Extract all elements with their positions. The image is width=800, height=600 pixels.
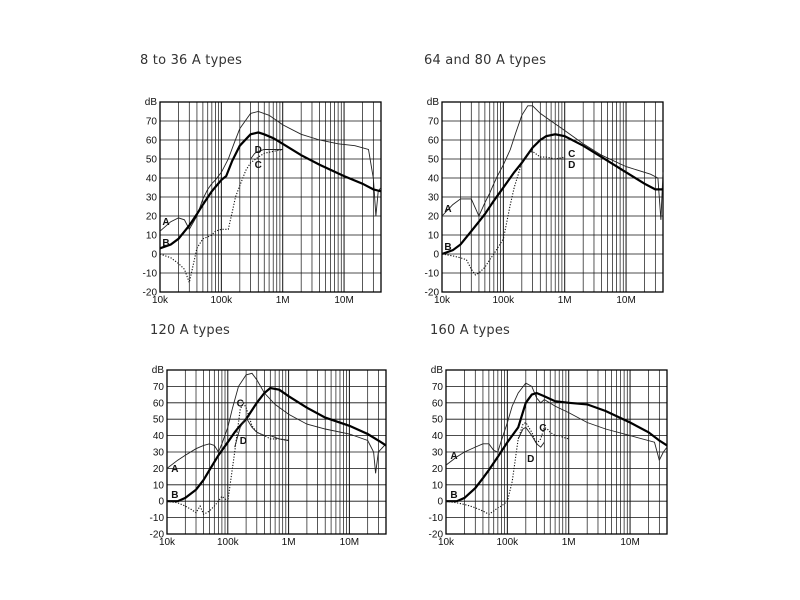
curve-label-d: D <box>239 436 247 448</box>
chart-3 <box>429 365 667 548</box>
curve-label-c: C <box>236 398 244 410</box>
curve-label-a: A <box>444 203 452 215</box>
chart-title-160a: 160 A types <box>430 323 510 338</box>
y-tick-label: 10 <box>427 230 439 242</box>
y-tick-label: -10 <box>428 513 443 525</box>
y-tick-label: 10 <box>145 230 157 242</box>
curve-label-a: A <box>450 450 458 462</box>
series-line-a <box>442 106 663 220</box>
chart-0 <box>143 97 381 306</box>
y-tick-label: 30 <box>145 192 157 204</box>
x-tick-label: 10M <box>334 295 354 306</box>
y-tick-label: 10 <box>152 480 164 492</box>
y-tick-label: 60 <box>431 398 443 410</box>
y-unit-label: dB <box>151 365 164 376</box>
y-tick-label: 70 <box>427 116 439 128</box>
y-tick-label: 20 <box>145 211 157 223</box>
curve-label-c: C <box>539 422 547 434</box>
y-tick-label: 40 <box>145 173 157 185</box>
x-tick-label: 100k <box>216 537 239 548</box>
x-tick-label: 10M <box>616 295 636 306</box>
curve-label-b: B <box>171 490 179 502</box>
y-tick-label: 0 <box>158 496 164 508</box>
y-tick-label: 0 <box>151 249 157 261</box>
curve-label-d: D <box>527 454 535 466</box>
y-tick-label: 30 <box>152 447 164 459</box>
x-tick-label: 10k <box>158 537 176 548</box>
series-line-a <box>160 112 381 232</box>
curve-label-d: D <box>568 160 576 172</box>
x-tick-label: 10k <box>151 295 169 306</box>
y-unit-label: dB <box>430 365 443 376</box>
curve-label-c: C <box>568 148 576 160</box>
y-tick-label: 20 <box>427 211 439 223</box>
y-tick-label: 50 <box>152 414 164 426</box>
y-tick-label: 60 <box>427 135 439 147</box>
y-tick-label: -10 <box>149 513 164 525</box>
curve-label-c: C <box>254 160 262 172</box>
x-tick-label: 10k <box>437 537 455 548</box>
chart-title-120a: 120 A types <box>150 323 230 338</box>
curve-label-b: B <box>444 241 452 253</box>
y-tick-label: -20 <box>149 529 164 541</box>
curve-label-d: D <box>254 145 262 156</box>
y-tick-label: 40 <box>427 173 439 185</box>
y-tick-label: 70 <box>145 116 157 128</box>
chart-title-64-80a: 64 and 80 A types <box>424 53 547 68</box>
chart-1 <box>425 97 663 306</box>
x-tick-label: 100k <box>496 537 519 548</box>
chart-2 <box>150 365 386 548</box>
series-line-b <box>442 134 663 254</box>
chart-title-8-36a: 8 to 36 A types <box>140 53 243 68</box>
x-tick-label: 10M <box>339 537 360 548</box>
curve-label-a: A <box>171 463 179 475</box>
x-tick-label: 1M <box>557 295 572 306</box>
y-tick-label: 60 <box>145 135 157 147</box>
x-tick-label: 100k <box>492 295 515 306</box>
y-tick-label: 50 <box>145 154 157 166</box>
y-tick-label: -20 <box>424 287 439 299</box>
y-tick-label: 40 <box>152 431 164 443</box>
y-tick-label: 30 <box>431 447 443 459</box>
curve-label-b: B <box>162 238 170 250</box>
x-tick-label: 10M <box>620 537 640 548</box>
x-tick-label: 1M <box>561 537 576 548</box>
y-tick-label: 50 <box>431 414 443 426</box>
y-unit-label: dB <box>426 97 439 108</box>
x-tick-label: 100k <box>210 295 233 306</box>
y-tick-label: 20 <box>152 463 164 475</box>
y-tick-label: 60 <box>152 398 164 410</box>
curve-label-b: B <box>450 490 458 502</box>
y-unit-label: dB <box>144 97 157 108</box>
y-tick-label: 0 <box>437 496 443 508</box>
y-tick-label: -10 <box>142 268 157 280</box>
x-tick-label: 1M <box>281 537 296 548</box>
x-tick-label: 1M <box>275 295 290 306</box>
y-tick-label: 70 <box>152 381 164 393</box>
y-tick-label: -20 <box>428 529 443 541</box>
y-tick-label: -10 <box>424 268 439 280</box>
y-tick-label: 50 <box>427 154 439 166</box>
x-tick-label: 10k <box>433 295 451 306</box>
y-tick-label: 10 <box>431 480 443 492</box>
y-tick-label: 30 <box>427 192 439 204</box>
curve-label-a: A <box>162 217 170 229</box>
y-tick-label: 20 <box>431 463 443 475</box>
y-tick-label: 40 <box>431 431 443 443</box>
y-tick-label: 0 <box>433 249 439 261</box>
y-tick-label: 70 <box>431 381 443 393</box>
y-tick-label: -20 <box>142 287 157 299</box>
